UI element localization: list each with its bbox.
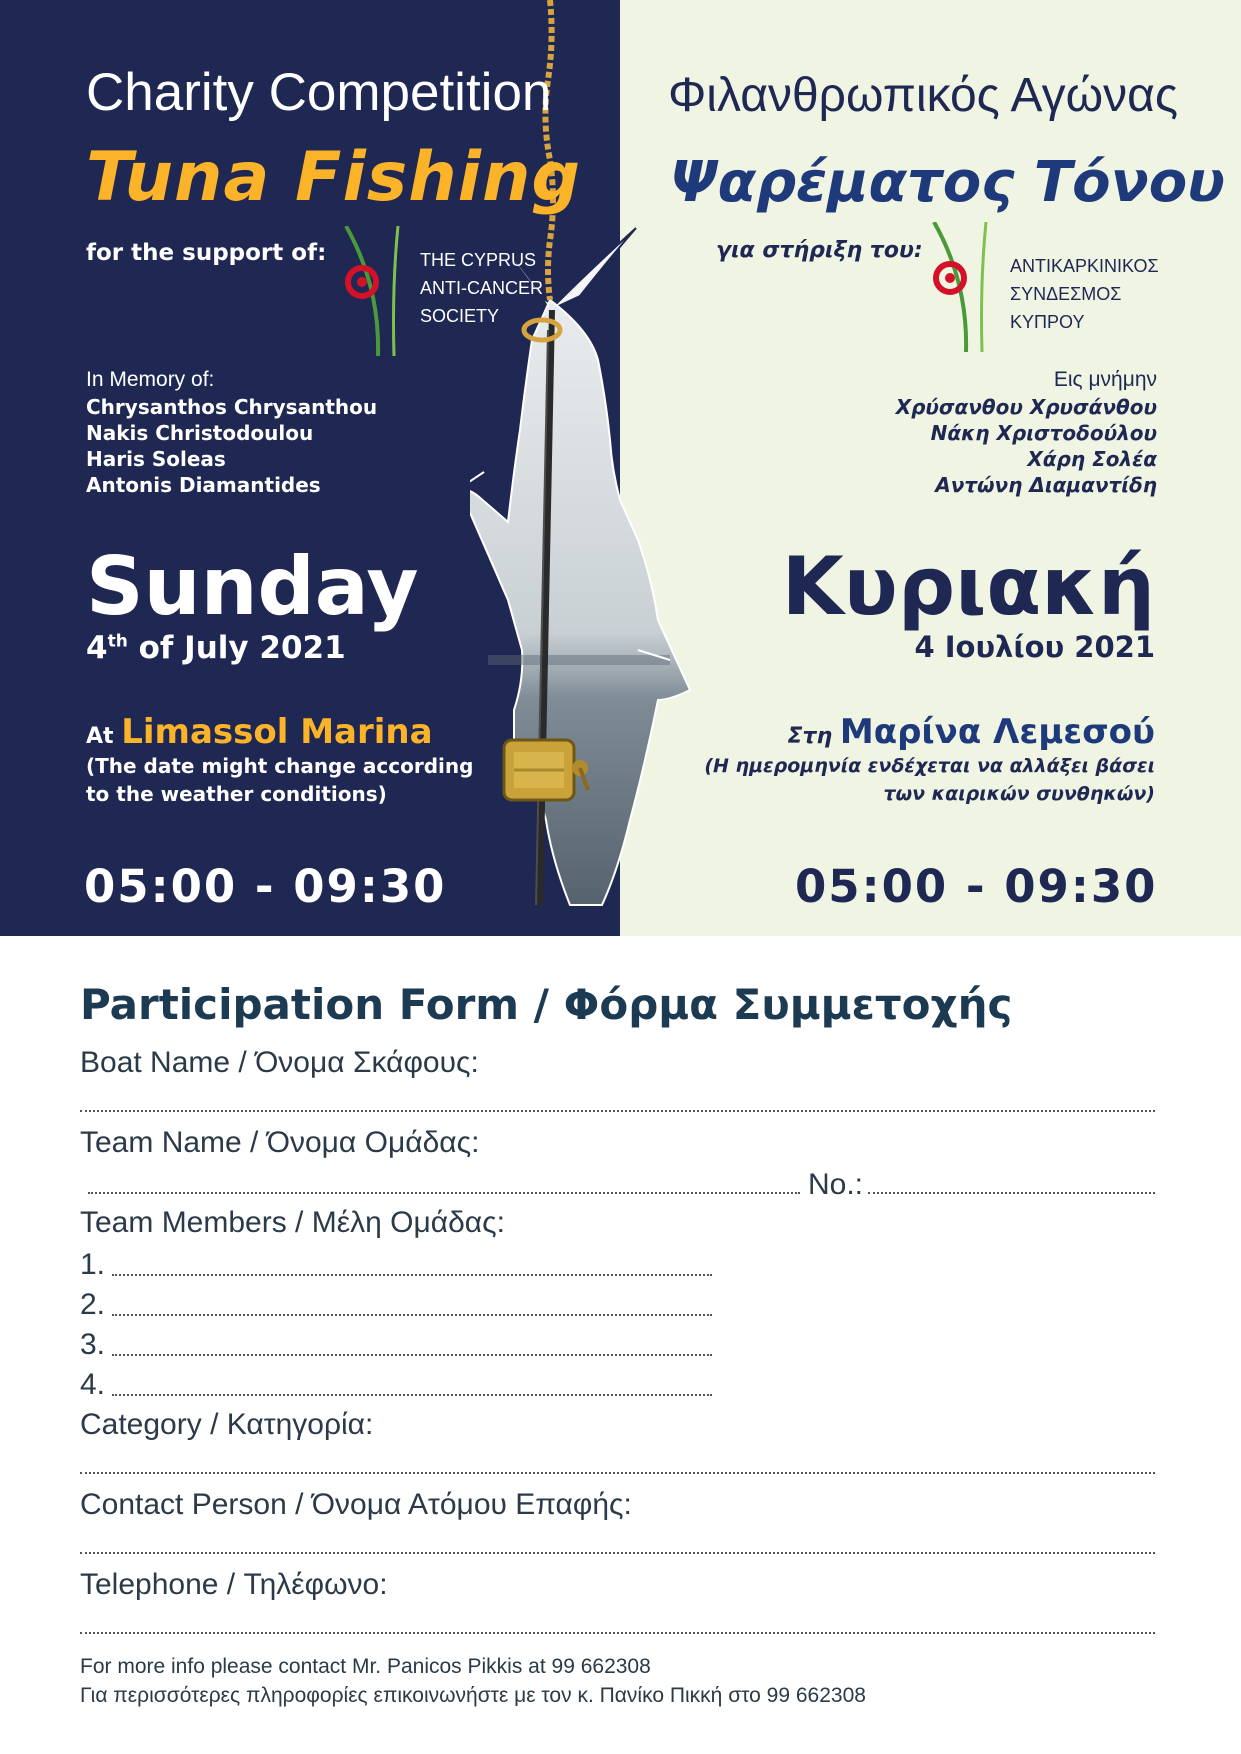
- member-field-4[interactable]: [112, 1394, 712, 1396]
- time-en: 05:00 - 09:30: [84, 860, 447, 913]
- member-field-2[interactable]: [112, 1314, 712, 1316]
- member-number: 1.: [80, 1248, 106, 1281]
- day-en: Sunday: [86, 540, 419, 633]
- memory-name: Χάρη Σολέα: [1027, 447, 1157, 471]
- venue-en: At Limassol Marina: [86, 712, 433, 752]
- memory-name: Antonis Diamantides: [86, 473, 321, 497]
- fish-body-group: [470, 0, 690, 905]
- date-gr: 4 Ιουλίου 2021: [914, 630, 1155, 664]
- charity-title-en: Charity Competition: [86, 63, 552, 122]
- time-gr: 05:00 - 09:30: [795, 860, 1158, 913]
- weather-note-gr: (Η ημερομηνία ενδέχεται να αλλάξει βάσει των καιρικών συνθηκών): [704, 755, 1155, 805]
- contact-person-field[interactable]: [80, 1552, 1155, 1554]
- memory-name: Χρύσανθου Χρυσάνθου: [895, 395, 1157, 419]
- memory-names-en: [86, 394, 377, 498]
- anticancer-logo-icon: [340, 226, 410, 356]
- support-label-en: for the support of:: [86, 240, 327, 266]
- boat-name-field[interactable]: [80, 1110, 1155, 1112]
- category-field[interactable]: [80, 1472, 1155, 1474]
- charity-title-gr: Φιλανθρωπικός Αγώνας: [668, 69, 1178, 122]
- member-number: 2.: [80, 1288, 106, 1321]
- memory-name: Nakis Christodoulou: [86, 421, 314, 445]
- venue-gr: Στη Μαρίνα Λεμεσού: [787, 712, 1155, 752]
- telephone-label: Telephone / Τηλέφωνο:: [80, 1568, 388, 1601]
- member-number: 3.: [80, 1328, 106, 1361]
- member-field-3[interactable]: [112, 1354, 712, 1356]
- category-label: Category / Κατηγορία:: [80, 1408, 374, 1441]
- memory-heading-gr: Εις μνήμην: [1053, 368, 1157, 391]
- boat-name-label: Boat Name / Όνομα Σκάφους:: [80, 1046, 479, 1079]
- member-number: 4.: [80, 1368, 106, 1401]
- weather-note-en: (The date might change according to the weather conditions): [86, 754, 474, 806]
- memory-names-gr: [896, 394, 1157, 498]
- team-no-label: No.:: [808, 1168, 864, 1201]
- memory-name: Αντώνη Διαμαντίδη: [935, 473, 1157, 497]
- date-en: 4th of July 2021: [86, 630, 346, 666]
- footer-info-gr: Για περισσότερες πληροφορίες επικοινωνήστε με τον κ. Πανίκο Πικκή στο 99 662308: [80, 1684, 866, 1707]
- support-label-gr: για στήριξη του:: [716, 238, 923, 263]
- team-no-field[interactable]: [868, 1192, 1155, 1194]
- telephone-field[interactable]: [80, 1632, 1155, 1634]
- footer-info-en: For more info please contact Mr. Panicos Pikkis at 99 662308: [80, 1655, 651, 1678]
- memory-heading-en: In Memory of:: [86, 368, 215, 391]
- memory-name: Haris Soleas: [86, 447, 226, 471]
- tuna-fishing-title: Tuna Fishing: [86, 138, 582, 217]
- contact-person-label: Contact Person / Όνομα Ατόμου Επαφής:: [80, 1488, 632, 1521]
- form-title: Participation Form / Φόρμα Συμμετοχής: [80, 980, 1013, 1029]
- team-name-label: Team Name / Όνομα Ομάδας:: [80, 1126, 480, 1159]
- tuna-fishing-title-gr: Ψαρέματος Τόνου: [670, 150, 1225, 215]
- fish-silhouette: [470, 300, 690, 905]
- anticancer-logo-gr-icon: [928, 222, 998, 352]
- team-name-field[interactable]: [88, 1192, 800, 1194]
- society-name-en: THE CYPRUS ANTI-CANCER SOCIETY: [420, 250, 544, 326]
- day-gr: Κυριακή: [781, 540, 1155, 633]
- society-name-gr: ΑΝΤΙΚΑΡΚΙΝΙΚΟΣ ΣΥΝΔΕΣΜΟΣ ΚΥΠΡΟΥ: [1010, 256, 1159, 332]
- team-members-label: Team Members / Μέλη Ομάδας:: [80, 1206, 505, 1239]
- member-field-1[interactable]: [112, 1274, 712, 1276]
- memory-name: Νάκη Χριστοδούλου: [930, 421, 1157, 445]
- memory-name: Chrysanthos Chrysanthou: [86, 395, 378, 419]
